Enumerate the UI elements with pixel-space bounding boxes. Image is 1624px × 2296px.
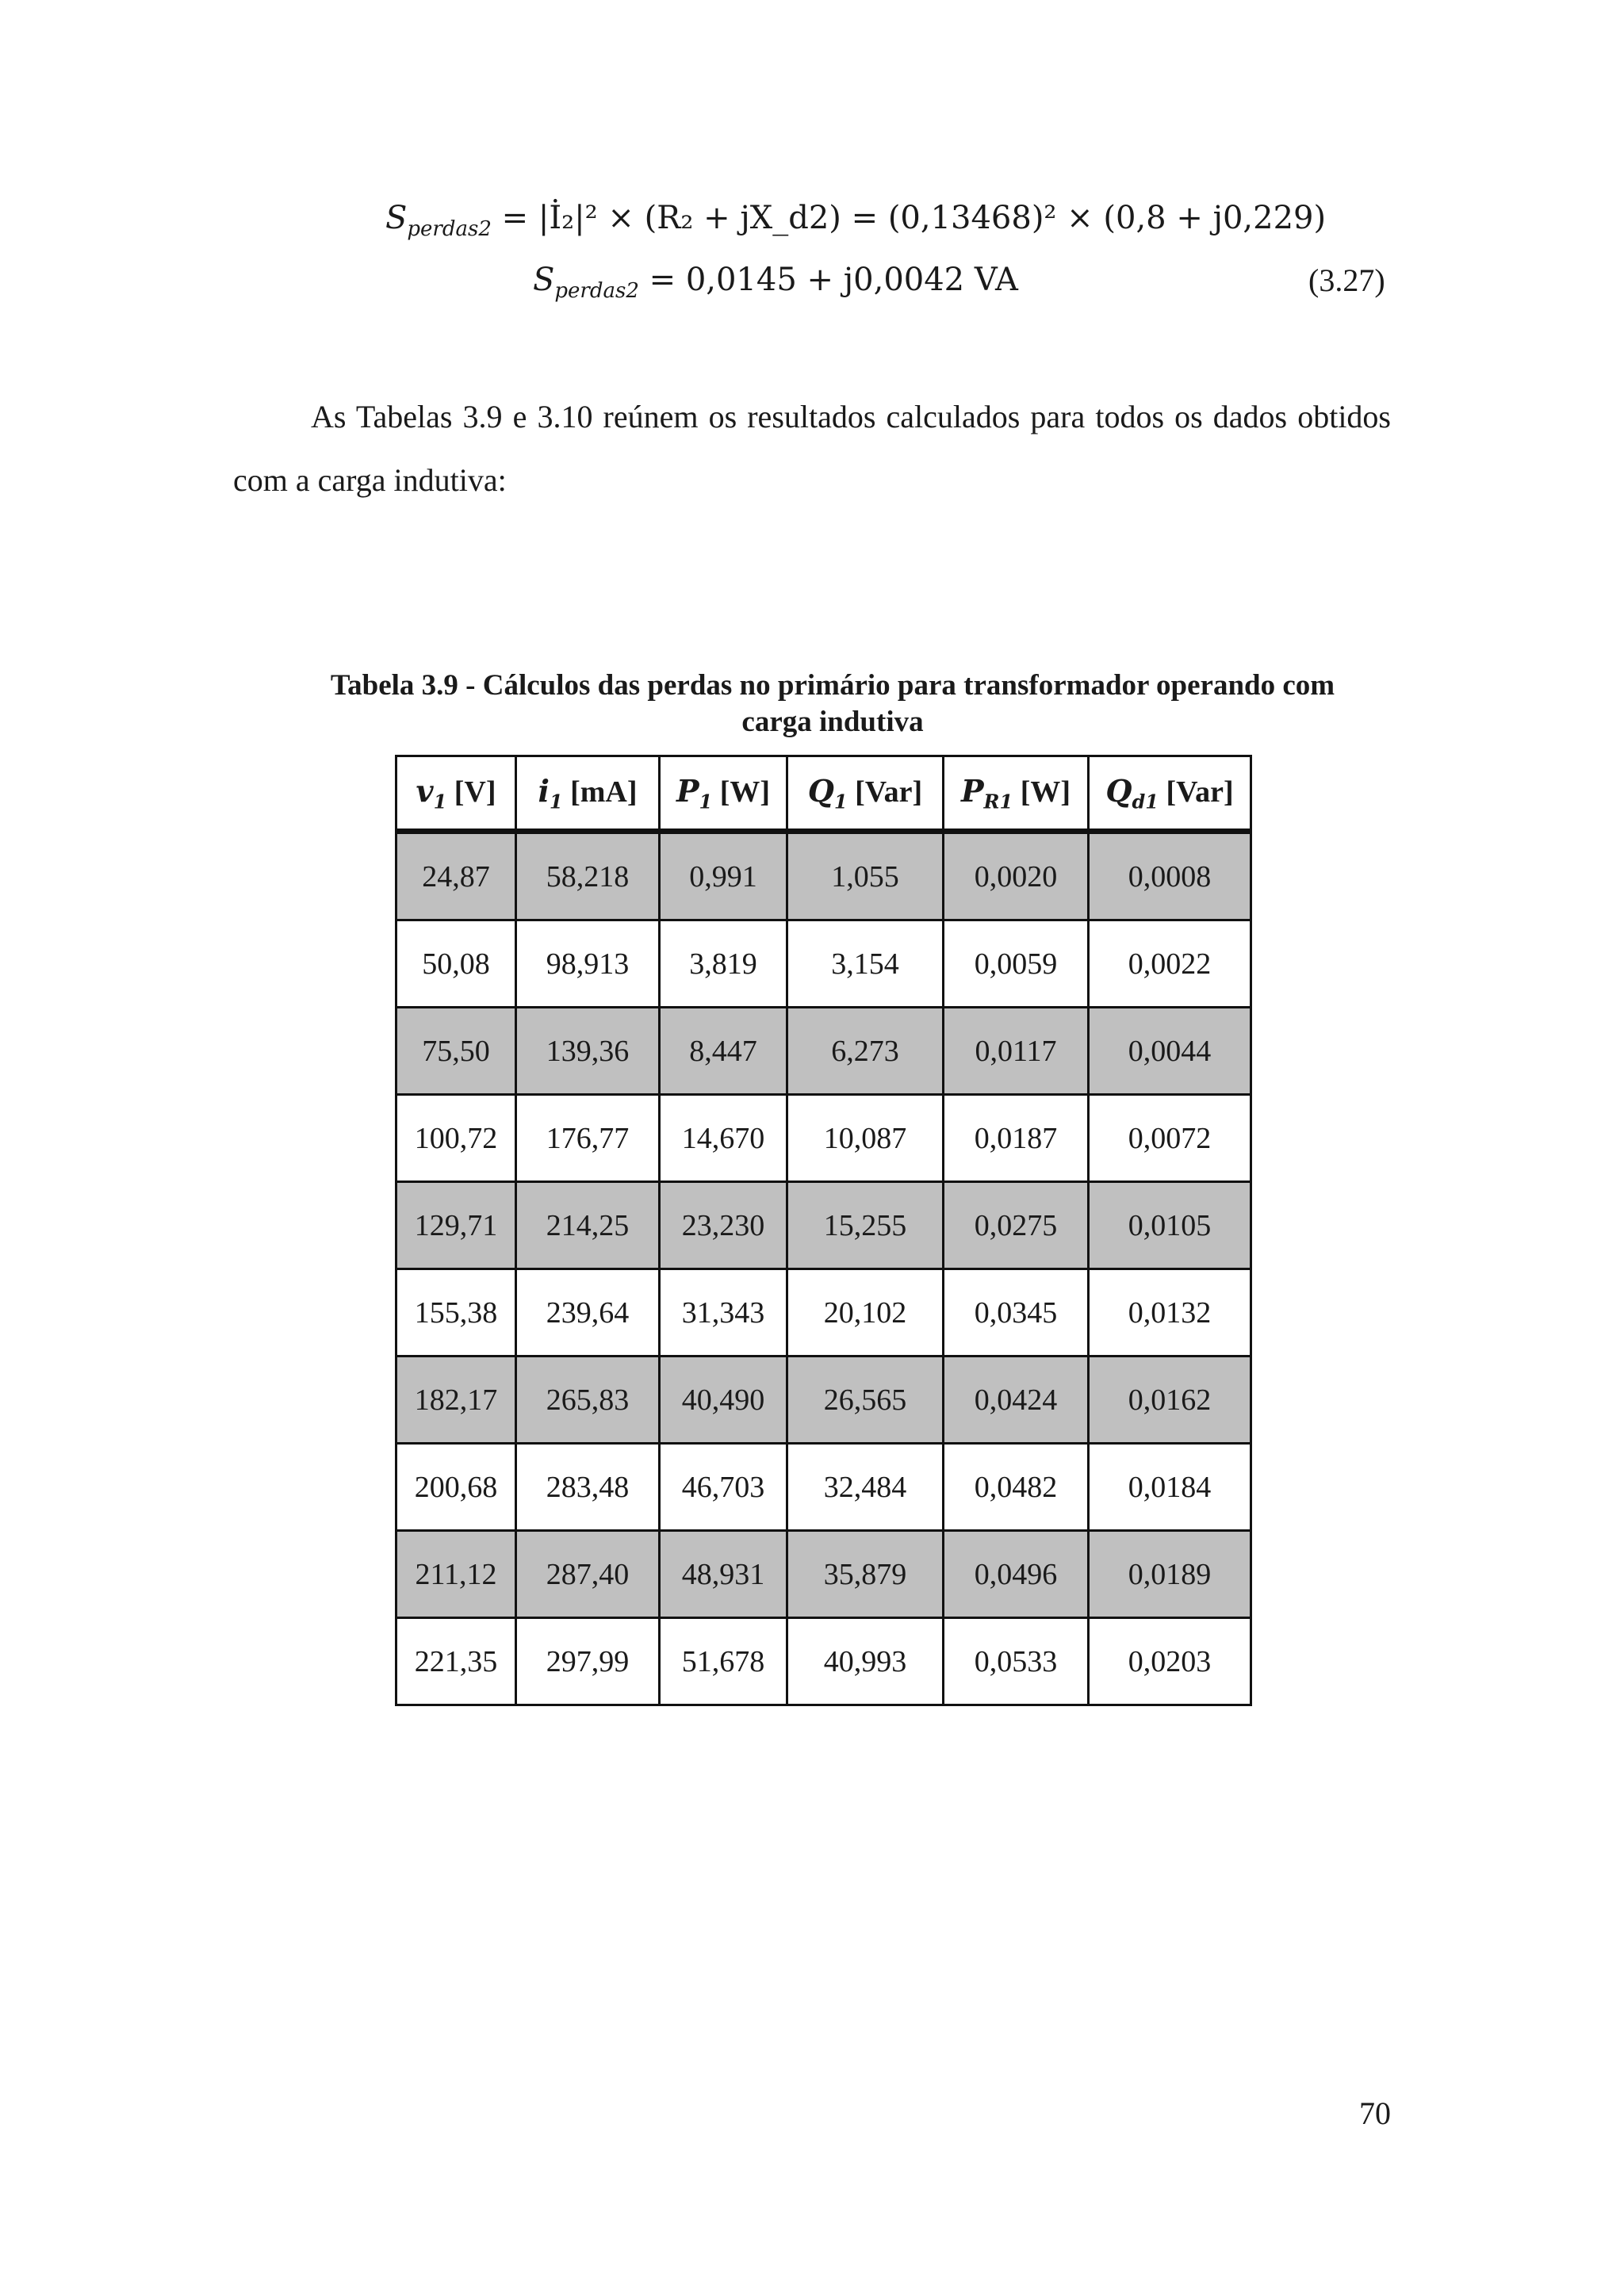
table-cell: 0,0184 (1089, 1444, 1251, 1531)
table-cell: 0,0162 (1089, 1357, 1251, 1444)
equation-number: (3.27) (1308, 262, 1385, 298)
table-cell: 35,879 (787, 1531, 944, 1618)
table-cell: 3,154 (787, 920, 944, 1008)
table-cell: 3,819 (660, 920, 787, 1008)
column-header-symbol (960, 772, 1013, 813)
column-header (516, 756, 660, 832)
column-header (1089, 756, 1251, 832)
table-row (396, 1269, 1251, 1357)
table-cell: 0,0187 (944, 1095, 1089, 1182)
equation-1-lhs: S (385, 200, 408, 236)
table-cell: 0,0482 (944, 1444, 1089, 1531)
table-cell: 211,12 (396, 1531, 516, 1618)
table-cell: 20,102 (787, 1269, 944, 1357)
table-cell: 265,83 (516, 1357, 660, 1444)
table-cell: 0,0275 (944, 1182, 1089, 1269)
table-cell: 26,565 (787, 1357, 944, 1444)
table-cell: 176,77 (516, 1095, 660, 1182)
table-cell: 182,17 (396, 1357, 516, 1444)
table-row (396, 1357, 1251, 1444)
column-header-unit: [W] (1020, 775, 1071, 809)
table-row (396, 1444, 1251, 1531)
table-cell: 287,40 (516, 1531, 660, 1618)
column-header (396, 756, 516, 832)
column-header-symbol-letter: Q (807, 772, 834, 809)
column-header-symbol-subscript: 1 (433, 790, 447, 813)
column-header-unit: [Var] (1166, 775, 1234, 809)
table-cell: 40,993 (787, 1618, 944, 1705)
losses-table (395, 755, 1252, 1706)
table-cell: 221,35 (396, 1618, 516, 1705)
table-cell: 23,230 (660, 1182, 787, 1269)
table-cell: 0,0496 (944, 1531, 1089, 1618)
table-header-row (396, 756, 1251, 832)
table-cell: 14,670 (660, 1095, 787, 1182)
table-cell: 297,99 (516, 1618, 660, 1705)
table-cell: 0,0189 (1089, 1531, 1251, 1618)
table-cell: 58,218 (516, 832, 660, 920)
table-cell: 0,0008 (1089, 832, 1251, 920)
column-header-symbol-subscript: R1 (983, 790, 1013, 813)
column-header-symbol-letter: Q (1105, 772, 1132, 809)
column-header-symbol-subscript: 1 (833, 790, 848, 813)
table-cell: 75,50 (396, 1008, 516, 1095)
table-cell: 0,0533 (944, 1618, 1089, 1705)
table-row (396, 1182, 1251, 1269)
table-row (396, 832, 1251, 920)
table-cell: 8,447 (660, 1008, 787, 1095)
equation-line-1 (385, 200, 1326, 241)
table-cell: 0,0345 (944, 1269, 1089, 1357)
table-cell: 0,0072 (1089, 1095, 1251, 1182)
column-header-unit: [mA] (570, 775, 638, 809)
equation-1-lhs-subscript: perdas2 (407, 217, 492, 241)
table-cell: 40,490 (660, 1357, 787, 1444)
table-cell: 139,36 (516, 1008, 660, 1095)
table-cell: 200,68 (396, 1444, 516, 1531)
table-row (396, 920, 1251, 1008)
column-header-symbol-letter: i (538, 772, 550, 809)
equation-1-rhs: = |İ₂|² × (R₂ + jX_d2) = (0,13468)² × (0,8 + j0,229) (501, 200, 1327, 236)
table-cell: 0,0424 (944, 1357, 1089, 1444)
body-paragraph: As Tabelas 3.9 e 3.10 reúnem os resultados calculados para todos os dados obtidos com a carga indutiva: (233, 399, 1391, 498)
table-cell: 46,703 (660, 1444, 787, 1531)
table-cell: 10,087 (787, 1095, 944, 1182)
table-cell: 31,343 (660, 1269, 787, 1357)
equation-2-rhs: = 0,0145 + j0,0042 VA (649, 262, 1018, 298)
table-cell: 24,87 (396, 832, 516, 920)
column-header-unit: [V] (454, 775, 496, 809)
table-cell: 0,0022 (1089, 920, 1251, 1008)
column-header-unit: [W] (719, 775, 771, 809)
column-header (944, 756, 1089, 832)
equation-2-lhs: S (533, 262, 555, 298)
table-body (396, 832, 1251, 1705)
table-cell: 32,484 (787, 1444, 944, 1531)
table-cell: 0,0105 (1089, 1182, 1251, 1269)
table-cell: 50,08 (396, 920, 516, 1008)
column-header-symbol (807, 772, 848, 813)
table-cell: 0,0044 (1089, 1008, 1251, 1095)
table-cell: 129,71 (396, 1182, 516, 1269)
table-cell: 15,255 (787, 1182, 944, 1269)
column-header-symbol (1105, 772, 1159, 813)
table-cell: 6,273 (787, 1008, 944, 1095)
table-cell: 155,38 (396, 1269, 516, 1357)
equation-line-2 (533, 262, 1018, 303)
table-cell: 98,913 (516, 920, 660, 1008)
column-header-symbol (676, 772, 713, 813)
column-header-symbol-subscript: 1 (549, 790, 563, 813)
page-number: 70 (1359, 2095, 1391, 2131)
table-cell: 0,0203 (1089, 1618, 1251, 1705)
table-cell: 239,64 (516, 1269, 660, 1357)
equation-2-lhs-subscript: perdas2 (554, 279, 639, 303)
table-cell: 100,72 (396, 1095, 516, 1182)
table-cell: 0,0132 (1089, 1269, 1251, 1357)
table-cell: 48,931 (660, 1531, 787, 1618)
column-header-symbol-subscript: 1 (699, 790, 713, 813)
column-header (660, 756, 787, 832)
table-cell: 0,0020 (944, 832, 1089, 920)
table-cell: 214,25 (516, 1182, 660, 1269)
column-header (787, 756, 944, 832)
column-header-symbol-subscript: d1 (1132, 790, 1159, 813)
table-cell: 0,0059 (944, 920, 1089, 1008)
table-caption: Tabela 3.9 - Cálculos das perdas no primário para transformador operando com carga indutiva (330, 669, 1335, 738)
table-cell: 51,678 (660, 1618, 787, 1705)
column-header-symbol-letter: P (960, 772, 984, 809)
table-row (396, 1618, 1251, 1705)
column-header-symbol-letter: P (676, 772, 699, 809)
column-header-symbol (538, 772, 563, 813)
table-cell: 0,0117 (944, 1008, 1089, 1095)
column-header-symbol (416, 772, 447, 813)
table-row (396, 1095, 1251, 1182)
column-header-symbol-letter: v (416, 772, 434, 809)
table-cell: 1,055 (787, 832, 944, 920)
table-cell: 0,991 (660, 832, 787, 920)
table-row (396, 1531, 1251, 1618)
column-header-unit: [Var] (855, 775, 923, 809)
table-cell: 283,48 (516, 1444, 660, 1531)
table-row (396, 1008, 1251, 1095)
